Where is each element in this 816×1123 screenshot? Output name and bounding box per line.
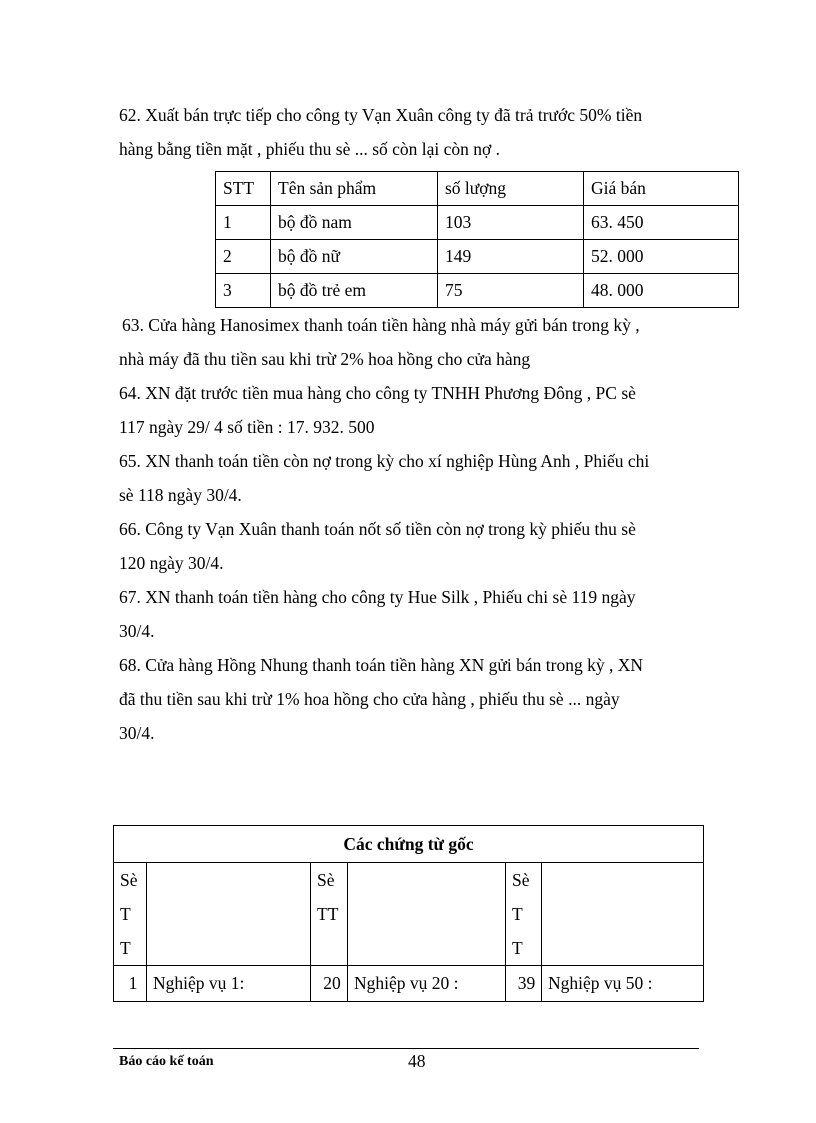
table-cell: Nghiệp vụ 1: [147,966,311,1002]
table-row [216,240,739,274]
table-cell: 20 [311,966,348,1002]
table-row [216,274,739,308]
text-line: sè 118 ngày 30/4. [119,485,242,505]
table-cell: 1 [114,966,147,1002]
table-header-row [114,863,704,966]
table-cell: Nghiệp vụ 20 : [348,966,506,1002]
table-cell: 75 [438,274,584,308]
text-line: 67. XN thanh toán tiền hàng cho công ty Hue Silk , Phiếu chi sè 119 ngày [119,587,636,607]
header-cell [311,863,348,966]
page-number: 48 [408,1051,426,1071]
paragraph-67 [119,580,699,648]
header-cell: STT [216,172,271,206]
header-line: Sè [317,870,335,890]
table-cell: bộ đồ nữ [271,240,438,274]
table-cell: 3 [216,274,271,308]
text-line: 64. XN đặt trước tiền mua hàng cho công ty TNHH Phương Đông , PC sè [119,383,636,403]
table-header-row [216,172,739,206]
text-line: 30/4. [119,723,155,743]
text-line: nhà máy đã thu tiền sau khi trừ 2% hoa hồng cho cửa hàng [119,349,531,369]
goods-table [215,171,739,308]
table-cell: 52. 000 [584,240,739,274]
table-cell: 39 [506,966,542,1002]
header-cell [506,863,542,966]
paragraph-68 [119,648,699,750]
table-cell: 48. 000 [584,274,739,308]
header-line: TT [317,904,339,924]
table-cell: Nghiệp vụ 50 : [542,966,704,1002]
text-line: 66. Công ty Vạn Xuân thanh toán nốt số tiền còn nợ trong kỳ phiếu thu sè [119,519,636,539]
paragraph-64 [119,376,699,444]
header-cell: Giá bán [584,172,739,206]
header-line: Sè [120,870,138,890]
table-cell: 1 [216,206,271,240]
text-line: 120 ngày 30/4. [119,553,224,573]
text-line: 68. Cửa hàng Hồng Nhung thanh toán tiền hàng XN gửi bán trong kỳ , XN [119,655,643,675]
header-cell [542,863,704,966]
table-cell: 103 [438,206,584,240]
voucher-table [113,825,704,1002]
header-line: T [120,938,131,958]
text-line: 30/4. [119,621,155,641]
text-line: hàng bằng tiền mặt , phiếu thu sè ... số còn lại còn nợ . [119,139,501,159]
header-line: T [512,938,523,958]
text-line: đã thu tiền sau khi trừ 1% hoa hồng cho cửa hàng , phiếu thu sè ... ngày [119,689,620,709]
text-line: 117 ngày 29/ 4 số tiền : 17. 932. 500 [119,417,375,437]
header-cell [114,863,147,966]
text-line: 65. XN thanh toán tiền còn nợ trong kỳ cho xí nghiệp Hùng Anh , Phiếu chi [119,451,650,471]
table-cell: 63. 450 [584,206,739,240]
text-line: 62. Xuất bán trực tiếp cho công ty Vạn Xuân công ty đã trả trước 50% tiền [119,105,643,125]
table-cell: bộ đồ nam [271,206,438,240]
footer-title: Báo cáo kế toán [119,1054,214,1069]
header-cell [348,863,506,966]
paragraph-65 [119,444,699,512]
table-title: Các chứng từ gốc [114,826,704,863]
header-cell: Tên sản phẩm [271,172,438,206]
table-cell: bộ đồ trẻ em [271,274,438,308]
table-row [216,206,739,240]
table-title-row [114,826,704,863]
table-cell: 2 [216,240,271,274]
header-cell: số lượng [438,172,584,206]
header-line: T [120,904,131,924]
text-line: 63. Cửa hàng Hanosimex thanh toán tiền hàng nhà máy gửi bán trong kỳ , [122,315,640,335]
table-cell: 149 [438,240,584,274]
header-line: T [512,904,523,924]
header-cell [147,863,311,966]
paragraph-62 [119,98,699,166]
header-line: Sè [512,870,530,890]
paragraph-66 [119,512,699,580]
table-row [114,966,704,1002]
paragraph-63 [119,308,699,376]
footer-divider [113,1048,699,1049]
